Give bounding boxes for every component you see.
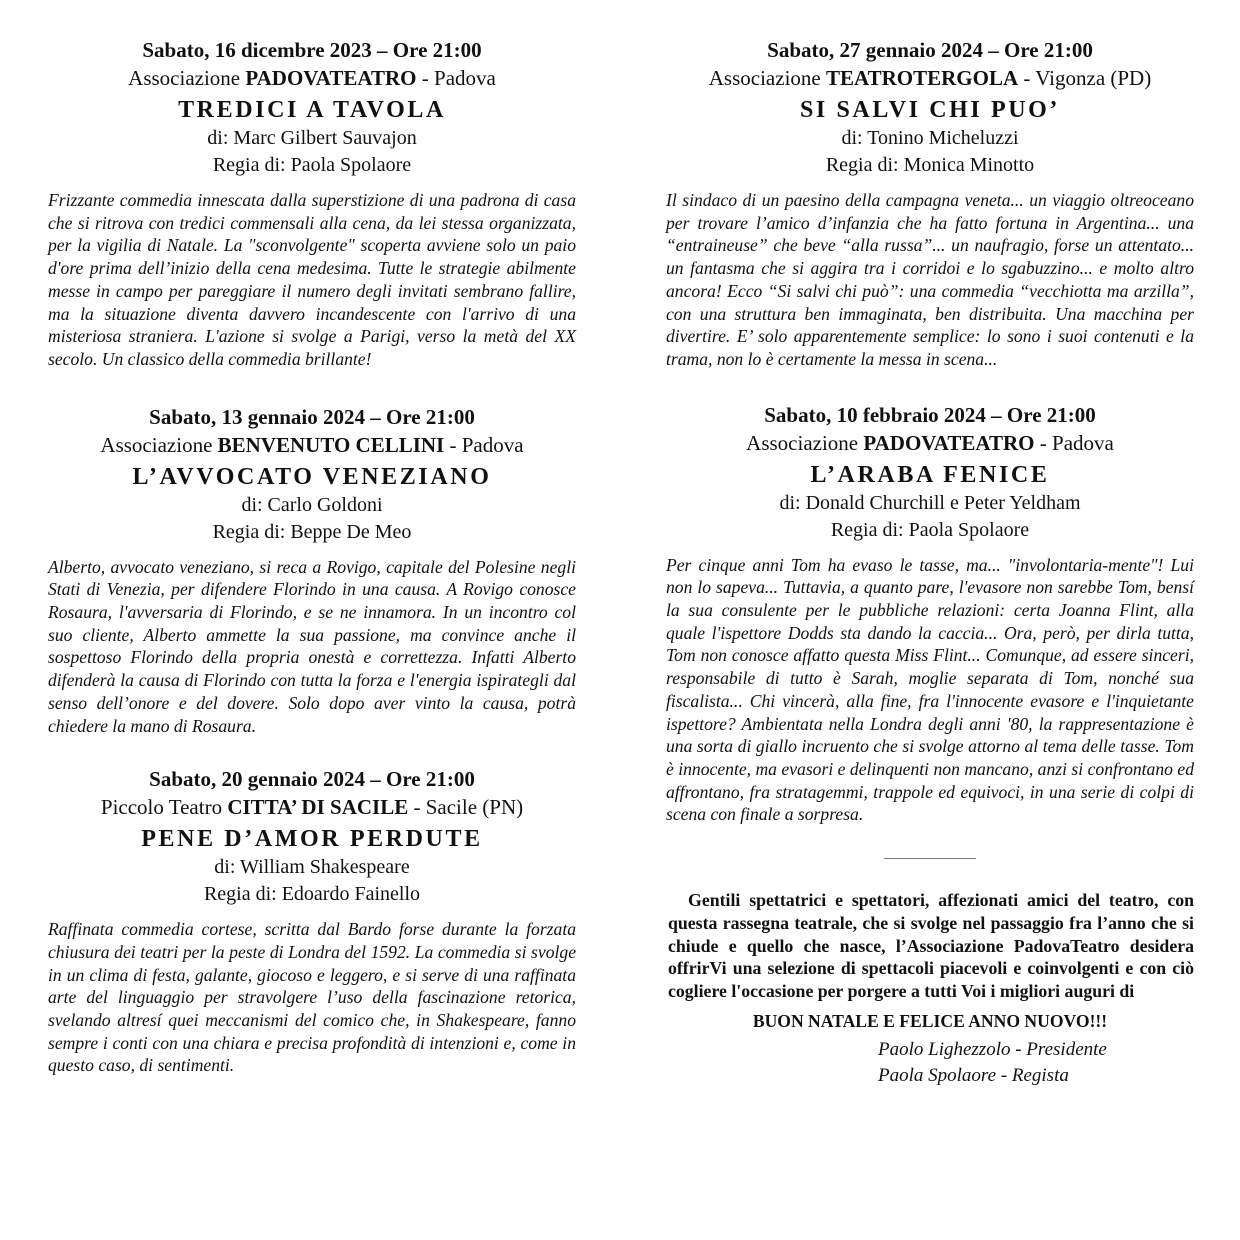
event-association: Associazione PADOVATEATRO - Padova	[128, 66, 496, 90]
event-author: di: Carlo Goldoni	[241, 493, 383, 516]
event-description: Frizzante commedia innescata dalla superstizione di una padrona di casa che si ritrova con tredici commensali alla cena, da lei stessa organizzata, per la vigilia di Natale. La "sconvolgente" scoperta avviene solo un paio d'ore prima dell’inizio della cena medesima. Tutte le strategie abilmente messe in campo per pareggiare il numero degli invitati sembrano fallire, ma la situazione diventa davvero incandescente con l'arrivo di una misteriosa straniera. L'azione si svolge a Parigi, verso la metà del XX secolo. Un classico della commedia brillante!	[48, 190, 576, 369]
greeting-text: Gentili spettatrici e spettatori, affezionati amici del teatro, con questa rassegna teatrale, che si svolge nel passaggio fra l’anno che si chiude e quello che nasce, l’Associazione PadovaTeatro desidera offrirVi una selezione di spettacoli piacevoli e coinvolgenti e con ciò cogliere l'occasione per porgere a tutti Voi i migliori auguri di	[668, 890, 1194, 1002]
event-araba-fenice	[666, 401, 1194, 826]
left-column	[48, 36, 576, 1077]
event-director: Regia di: Paola Spolaore	[212, 154, 412, 176]
event-author: di: Tonino Micheluzzi	[841, 127, 1019, 149]
event-director: Regia di: Monica Minotto	[825, 154, 1035, 176]
event-description: Alberto, avvocato veneziano, si reca a Rovigo, capitale del Polesine negli Stati di Venezia, per difendere Florindo in una causa. A Rovigo conosce Rosaura, l'avversaria di Florindo, e se ne innamora. In un incontro col suo cliente, Alberto ammette la sua passione, ma convince anche il sospettoso Florindo della propria onestà e correttezza. Infatti Alberto difenderà la causa di Florindo con tutta la forza e l'energia ispirategli dal senso dell’onore e del dovere. Solo dopo aver vinto la causa, potrà chiedere la mano di Rosaura.	[48, 556, 576, 736]
event-date: Sabato, 27 gennaio 2024 – Ore 21:00	[767, 38, 1093, 62]
event-title: TREDICI A TAVOLA	[178, 97, 446, 123]
greeting-message	[666, 889, 1194, 1003]
event-pene-damor-perdute	[48, 765, 576, 1077]
event-director: Regia di: Paola Spolaore	[830, 518, 1030, 541]
event-date: Sabato, 20 gennaio 2024 – Ore 21:00	[149, 767, 475, 792]
event-association: Piccolo Teatro CITTA’ DI SACILE - Sacile (PN)	[100, 795, 524, 820]
event-avvocato-veneziano	[48, 403, 576, 738]
signature-director: Paola Spolaore - Regista	[878, 1065, 1069, 1087]
event-date: Sabato, 13 gennaio 2024 – Ore 21:00	[149, 404, 475, 429]
holiday-wishes: BUON NATALE E FELICE ANNO NUOVO!!!	[752, 1011, 1108, 1032]
event-description: Per cinque anni Tom ha evaso le tasse, ma... "involontaria-mente"! Lui non lo sapeva... Tuttavia, a quanto pare, l'evasore non sarebbe Tom, bensí la sua consulente per le pubbliche relazioni: certa Joanna Flint, alla quale l'ispettore Dodds sta dando la caccia... Ora, però, per dirla tutta, Tom non conosce affatto questa Miss Flint... Comunque, ad essere sinceri, responsabile di tutto è Sarah, moglie separata di Tom, nonché sua fiscalista... Chi vincerà, alla fine, fra l'innocente evasore e l'inquietante ispettore? Ambientata nella Londra degli anni '80, la rappresentazione è una sorta di giallo incruento che si svolge attorno al tema delle tasse. Tom è innocente, ma evasori e delinquenti non mancano, anzi si confrontano ed affrontano, fra stratagemmi, trappole ed equivoci, in una serie di colpi di scena con finale a sorpresa.	[666, 554, 1194, 825]
event-tredici-a-tavola	[48, 36, 576, 371]
event-date: Sabato, 10 febbraio 2024 – Ore 21:00	[764, 402, 1096, 427]
signatures	[878, 1037, 1194, 1089]
event-si-salvi-chi-puo	[666, 36, 1194, 371]
event-title: PENE D’AMOR PERDUTE	[141, 826, 483, 853]
event-author: di: Donald Churchill e Peter Yeldham	[779, 491, 1081, 514]
event-director: Regia di: Beppe De Meo	[212, 520, 412, 543]
event-association: Associazione TEATROTERGOLA - Vigonza (PD)	[708, 66, 1152, 90]
event-title: SI SALVI CHI PUO’	[799, 97, 1061, 123]
event-association: Associazione BENVENUTO CELLINI - Padova	[100, 432, 524, 457]
right-column	[666, 36, 1194, 1089]
event-title: L’AVVOCATO VENEZIANO	[132, 463, 492, 490]
event-title: L’ARABA FENICE	[810, 461, 1050, 488]
event-description: Raffinata commedia cortese, scritta dal Bardo forse durante la forzata chiusura dei teatri per la peste di Londra del 1592. La commedia si svolge in un clima di festa, galante, giocoso e leggero, e si serve di una raffinata arte del linguaggio per stravolgere l’uso della fascinazione retorica, svelando altresí quei meccanismi del comico che, in Shakespeare, fanno sempre i conti con una chiara e precisa profondità di intenzioni e, come in questo caso, di sentimenti.	[48, 919, 576, 1076]
event-description: Il sindaco di un paesino della campagna veneta... un viaggio oltreoceano per trovare l’amico d’infanzia che ha fatto fortuna in Argentina... una “entraineuse” che beve “alla russa”... un naufragio, forse un attentato... un fantasma che si aggira tra i corridoi e lo sgabuzzino... e molto altro ancora! Ecco “Si salvi chi può”: una commedia “vecchiotta ma arzilla”, con una struttura ben immaginata, ben distribuita. Una macchina per divertire. E’ solo apparentemente semplice: lo sono i suoi contenuti e la trama, non lo è certamente la messa in scena...	[666, 190, 1194, 369]
event-author: di: Marc Gilbert Sauvajon	[207, 127, 417, 149]
signature-president: Paolo Lighezzolo - Presidente	[878, 1039, 1107, 1061]
event-director: Regia di: Edoardo Fainello	[203, 883, 421, 906]
section-divider	[884, 858, 976, 859]
event-date: Sabato, 16 dicembre 2023 – Ore 21:00	[142, 38, 482, 62]
event-association: Associazione PADOVATEATRO - Padova	[746, 430, 1114, 455]
event-author: di: William Shakespeare	[214, 856, 410, 879]
